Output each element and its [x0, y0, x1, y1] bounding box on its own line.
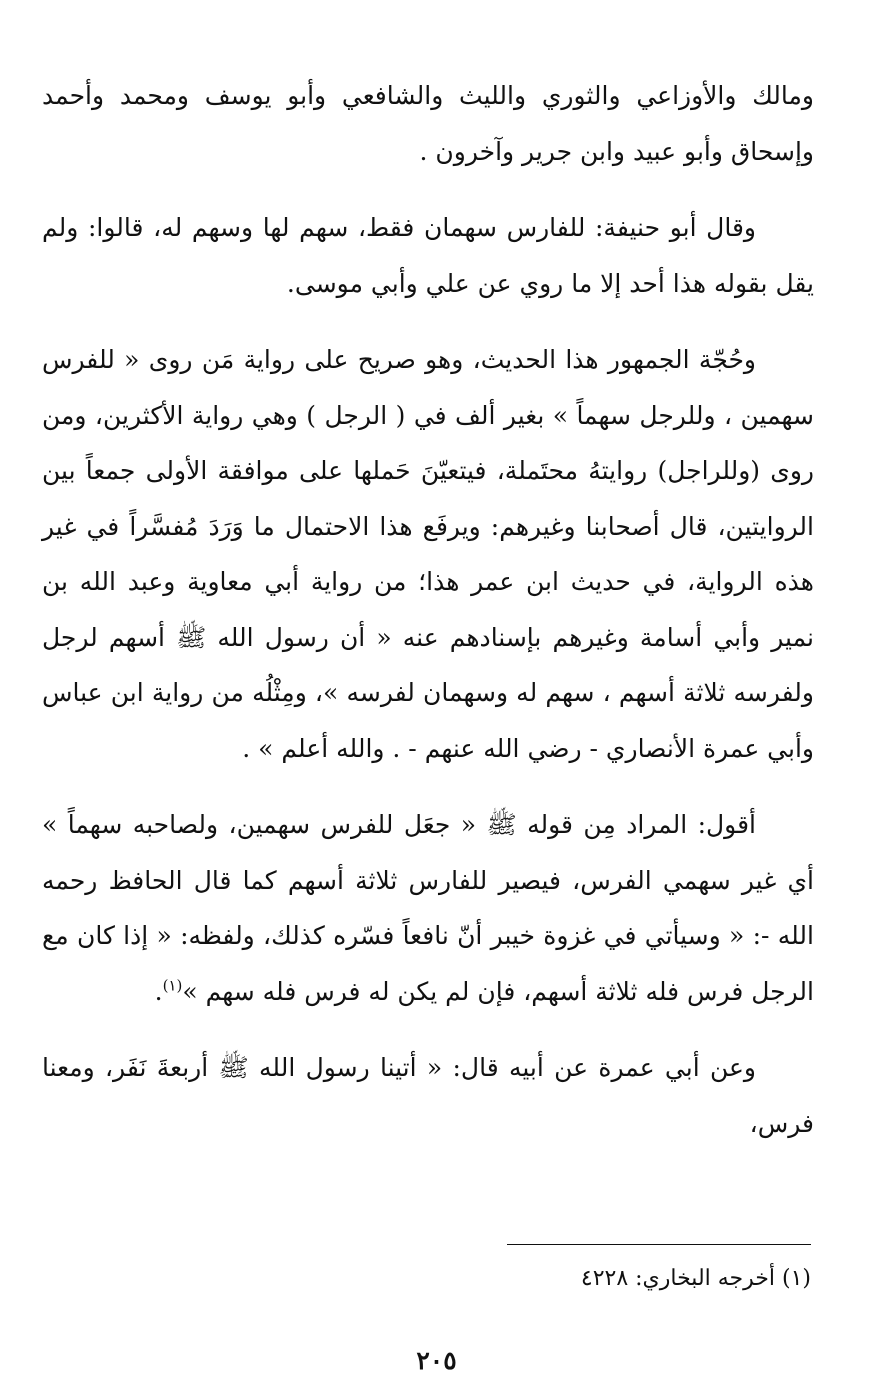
paragraph-3: وحُجّة الجمهور هذا الحديث، وهو صريح على رواية مَن روى « للفرس سهمين ، وللرجل سهماً » بغير ألف في ( الرجل ) وهي رواية الأكثرين، ومن روى (وللراجل) روايتهُ محتَملة، فيتعيّنَ حَملها على موافقة الأولى جمعاً بين الروايتين، قال أصحابنا وغيرهم: ويرفَع هذا الاحتمال ما وَرَدَ مُفسَّراً في غير هذه الرواية، في حديث ابن عمر هذا؛ من رواية أبي معاوية وعبد الله بن نمير وأبي أسامة وغيرهم بإسنادهم عنه « أن رسول الله ﷺ أسهم لرجل ولفرسه ثلاثة أسهم ، سهم له وسهمان لفرسه »، ومِثْلُه من رواية ابن عباس وأبي عمرة الأنصاري - رضي الله عنهم - . والله أعلم » . — [42, 345, 814, 763]
main-text — [42, 68, 814, 1172]
paragraph-5: وعن أبي عمرة عن أبيه قال: « أتينا رسول الله ﷺ أربعةَ نَفَر، ومعنا فرس، — [42, 1053, 814, 1138]
footnote: (١) أخرجه البخاري: ٤٢٢٨ — [580, 1266, 811, 1291]
footnote-reference: (١) — [162, 976, 183, 995]
page-number: ٢٠٥ — [416, 1346, 457, 1375]
paragraph-4: أقول: المراد مِن قوله ﷺ « جعَل للفرس سهمين، ولصاحبه سهماً » أي غير سهمي الفرس، فيصير للفارس ثلاثة أسهم كما قال الحافظ رحمه الله -: « وسيأتي في غزوة خيبر أنّ نافعاً فسّره كذلك، ولفظه: « إذا كان مع الرجل فرس فله ثلاثة أسهم، فإن لم يكن له فرس فله سهم »$^{(١)}$. — [42, 810, 815, 1006]
paragraph-1: ومالك والأوزاعي والثوري والليث والشافعي وأبو يوسف ومحمد وأحمد وإسحاق وأبو عبيد وابن جرير وآخرون . — [42, 81, 814, 166]
paragraph-2: وقال أبو حنيفة: للفارس سهمان فقط، سهم لها وسهم له، قالوا: ولم يقل بقوله هذا أحد إلا ما روي عن علي وأبي موسى. — [42, 213, 814, 298]
footnote-separator — [507, 1244, 811, 1245]
paragraph-4-text: أقول: المراد مِن قوله ﷺ « جعَل للفرس سهمين، ولصاحبه سهماً » أي غير سهمي الفرس، فيصير للفارس ثلاثة أسهم كما قال الحافظ رحمه الله -: « وسيأتي في غزوة خيبر أنّ نافعاً فسّره كذلك، ولفظه: « إذا كان مع الرجل فرس فله ثلاثة أسهم، فإن لم يكن له فرس فله سهم » — [42, 810, 815, 1006]
